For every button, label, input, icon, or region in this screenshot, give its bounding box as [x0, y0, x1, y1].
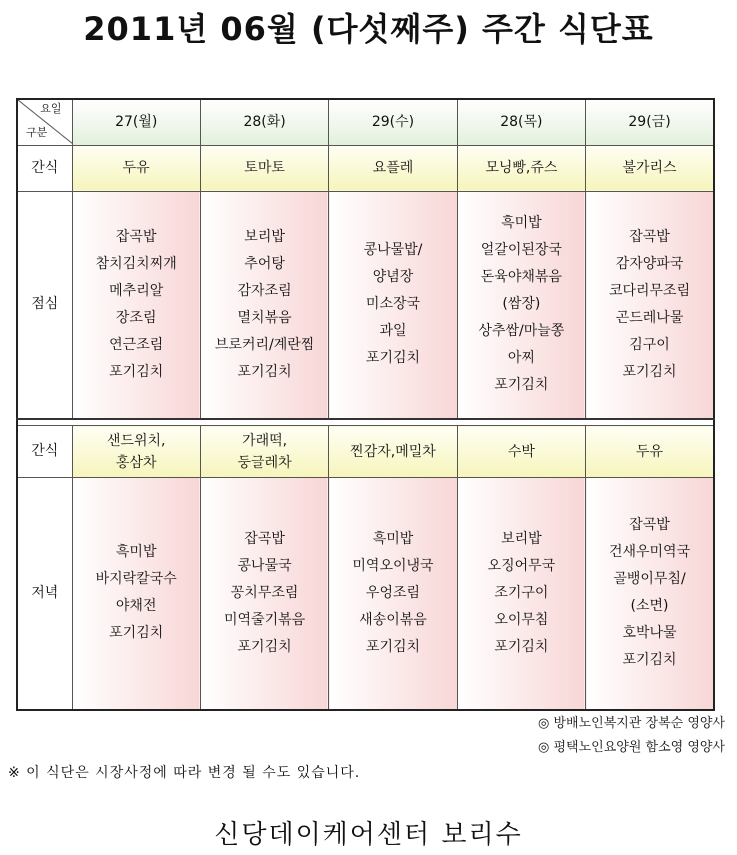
corner-cell — [17, 99, 72, 145]
menu-item: 두유 — [122, 160, 150, 176]
center-name: 신당데이케어센터 보리수 — [214, 820, 523, 850]
menu-item: 포기김치 — [365, 638, 421, 655]
header-row — [17, 99, 714, 145]
menu-item: 요플레 — [372, 160, 414, 176]
menu-item: 오이무침 — [494, 611, 549, 628]
menu-item: 콩나물밥/ — [363, 242, 423, 259]
menu-item: 건새우미역국 — [608, 544, 691, 561]
menu-item: 김구이 — [629, 336, 670, 353]
menu-cell — [200, 191, 328, 419]
menu-item: 찐감자,메밀차 — [350, 443, 436, 460]
menu-cell — [586, 191, 714, 419]
menu-item: 브로커리/계란찜 — [214, 336, 315, 353]
menu-item: 연근조림 — [109, 336, 164, 353]
day-header: 27(월) — [72, 99, 200, 145]
menu-cell — [329, 191, 457, 419]
menu-item: 잡곡밥 — [244, 530, 285, 547]
menu-item: 호박나물 — [622, 625, 677, 642]
menu-cell — [586, 426, 714, 478]
page-title: 2011년 06월 (다섯째주) 주간 식단표 — [83, 10, 654, 48]
menu-item: 가래떡, — [242, 432, 288, 449]
menu-item: 모닝빵,쥬스 — [485, 160, 558, 176]
menu-cell — [72, 478, 200, 710]
menu-item: 포기김치 — [237, 363, 292, 380]
menu-item: 바지락칼국수 — [95, 571, 177, 588]
menu-item: 포기김치 — [365, 350, 421, 367]
menu-item: 토마토 — [244, 160, 285, 176]
menu-item: 둥글레차 — [237, 454, 292, 471]
menu-item: 상추쌈/마늘쫑 — [478, 323, 565, 340]
menu-cell — [586, 145, 714, 191]
menu-cell — [200, 478, 328, 710]
day-header: 29(수) — [329, 99, 457, 145]
menu-item: 수박 — [507, 443, 535, 460]
menu-item: 조기구이 — [494, 584, 549, 601]
menu-item: 메추리알 — [109, 282, 164, 299]
menu-item: 흑미밥 — [372, 530, 414, 547]
meal-row — [17, 478, 714, 710]
menu-item: 꽁치무조림 — [230, 584, 299, 601]
menu-item: 흑미밥 — [115, 544, 157, 561]
menu-item: 감자양파국 — [615, 255, 684, 272]
menu-cell — [457, 478, 585, 710]
day-header: 28(화) — [200, 99, 328, 145]
menu-cell — [457, 145, 585, 191]
menu-item: 포기김치 — [622, 363, 677, 380]
menu-item: 포기김치 — [622, 652, 677, 669]
menu-item: 포기김치 — [494, 638, 549, 655]
menu-item: 골뱅이무침/ — [613, 571, 686, 588]
menu-item: 잡곡밥 — [629, 228, 670, 245]
day-header: 28(목) — [457, 99, 585, 145]
disclaimer-text: ※ 이 식단은 시장사정에 따라 변경 될 수도 있습니다. — [8, 765, 361, 781]
menu-item: 콩나물국 — [237, 557, 292, 574]
menu-cell — [72, 426, 200, 478]
menu-cell — [329, 478, 457, 710]
menu-cell — [200, 145, 328, 191]
menu-item: 코다리무조림 — [608, 282, 691, 299]
menu-item: 잡곡밥 — [629, 517, 670, 534]
menu-item: 감자조림 — [237, 282, 292, 299]
corner-day-label: 요일 — [40, 102, 62, 116]
menu-cell — [329, 426, 457, 478]
menu-item: 양념장 — [372, 269, 414, 286]
note-line: ◎ 방배노인복지관 장복순 영양사 — [538, 716, 725, 731]
menu-item: 포기김치 — [109, 625, 164, 642]
menu-item: (소면) — [630, 598, 669, 615]
menu-item: 미역오이냉국 — [352, 557, 434, 574]
snack-row — [17, 145, 714, 191]
menu-item: 포기김치 — [109, 363, 164, 380]
menu-item: 돈육야채볶음 — [480, 269, 562, 286]
snack-row — [17, 426, 714, 478]
menu-item: 장조림 — [115, 309, 157, 326]
menu-item: 잡곡밥 — [115, 228, 157, 245]
menu-item: 아찌 — [507, 350, 535, 367]
row-label: 저녁 — [17, 478, 72, 710]
row-label: 간식 — [17, 145, 72, 191]
menu-item: 얼갈이된장국 — [480, 242, 562, 259]
menu-cell — [457, 426, 585, 478]
weekly-menu-table — [16, 98, 715, 711]
menu-item: 포기김치 — [494, 377, 549, 394]
row-label: 간식 — [17, 426, 72, 478]
meal-row — [17, 191, 714, 419]
menu-item: 참치김치찌개 — [95, 255, 177, 272]
menu-cell — [457, 191, 585, 419]
menu-item: 미역줄기볶음 — [224, 611, 306, 628]
day-header: 29(금) — [586, 99, 714, 145]
menu-item: 홍삼차 — [115, 454, 157, 471]
menu-item: (쌈장) — [502, 296, 541, 313]
menu-item: 미소장국 — [365, 296, 421, 313]
menu-cell — [200, 426, 328, 478]
menu-cell — [72, 191, 200, 419]
menu-cell — [72, 145, 200, 191]
menu-item: 새송이볶음 — [359, 611, 427, 628]
menu-cell — [586, 478, 714, 710]
menu-item: 샌드위치, — [106, 432, 166, 449]
menu-item: 야채전 — [115, 598, 157, 615]
menu-item: 보리밥 — [244, 228, 285, 245]
menu-item: 우엉조림 — [365, 584, 421, 601]
menu-item: 흑미밥 — [501, 215, 542, 232]
note-line: ◎ 평택노인요양원 함소영 영양사 — [538, 740, 725, 755]
nutritionist-notes — [538, 712, 725, 760]
row-label: 점심 — [17, 191, 72, 419]
corner-category-label: 구분 — [26, 126, 48, 140]
menu-item: 보리밥 — [501, 530, 542, 547]
menu-item: 포기김치 — [237, 638, 292, 655]
menu-item: 오징어무국 — [487, 557, 556, 574]
menu-item: 불가리스 — [622, 160, 677, 176]
menu-cell — [329, 145, 457, 191]
menu-item: 과일 — [379, 323, 407, 340]
menu-item: 멸치볶음 — [237, 309, 292, 326]
menu-item: 곤드레나물 — [615, 309, 684, 326]
menu-item: 추어탕 — [244, 255, 285, 272]
menu-item: 두유 — [636, 443, 664, 460]
